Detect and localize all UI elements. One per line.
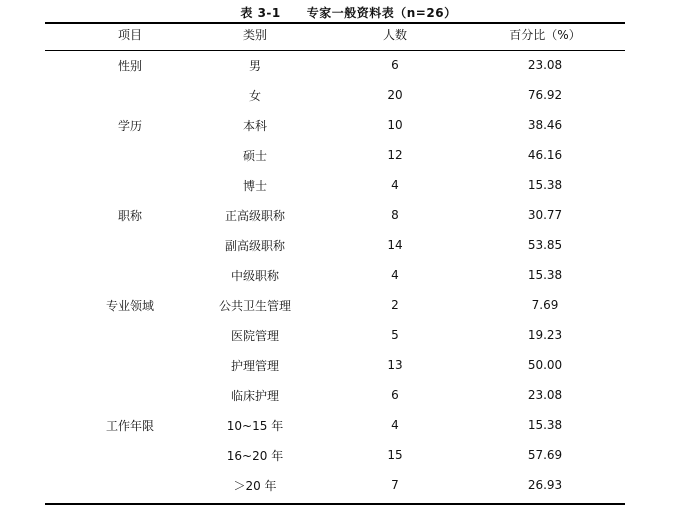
cell-category: 医院管理: [230, 328, 279, 343]
bottom-rule: [45, 503, 625, 505]
cell-category: 10~15 年: [226, 418, 284, 433]
header-item: 项目: [117, 27, 142, 42]
cell-item: 性别: [117, 58, 142, 73]
cell-item: [75, 140, 185, 170]
cell-percent: 30.77: [527, 208, 563, 222]
table-row: [45, 380, 625, 410]
cell-count: 2: [391, 298, 399, 312]
cell-count: 6: [391, 388, 399, 402]
cell-percent: 46.16: [527, 148, 563, 162]
cell-item: [75, 470, 185, 500]
cell-category: ＞20 年: [233, 478, 277, 493]
cell-category: 护理管理: [230, 358, 279, 373]
cell-percent: 23.08: [527, 388, 563, 402]
cell-item: [75, 320, 185, 350]
cell-category: 女: [248, 88, 261, 103]
table-row: [45, 200, 625, 230]
cell-percent: 19.23: [527, 328, 563, 342]
cell-percent: 76.92: [527, 88, 563, 102]
table-number: 表 3-1: [240, 6, 281, 20]
cell-percent: 15.38: [527, 268, 563, 282]
cell-item: [75, 380, 185, 410]
cell-count: 15: [387, 448, 403, 462]
cell-item: [75, 170, 185, 200]
cell-count: 14: [387, 238, 403, 252]
table-row: [45, 320, 625, 350]
cell-percent: 15.38: [527, 178, 563, 192]
table-title: 专家一般资料表（n=26）: [306, 6, 457, 20]
cell-item: [75, 350, 185, 380]
table-row: [45, 440, 625, 470]
cell-item: 学历: [117, 118, 142, 133]
cell-category: 中级职称: [230, 268, 279, 283]
table-header: [45, 22, 625, 46]
cell-category: 博士: [242, 178, 267, 193]
table-row: [45, 110, 625, 140]
table-row: [45, 230, 625, 260]
table-row: [45, 80, 625, 110]
cell-percent: 15.38: [527, 418, 563, 432]
cell-count: 4: [391, 268, 399, 282]
table-row: [45, 410, 625, 440]
cell-item: [75, 230, 185, 260]
cell-count: 6: [391, 58, 399, 72]
header-category: 类别: [242, 27, 267, 42]
cell-category: 男: [248, 58, 261, 73]
header-percent: 百分比（%）: [509, 27, 581, 42]
cell-item: [75, 260, 185, 290]
cell-count: 12: [387, 148, 403, 162]
cell-category: 公共卫生管理: [218, 298, 291, 313]
cell-count: 4: [391, 418, 399, 432]
cell-count: 7: [391, 478, 399, 492]
cell-item: [75, 440, 185, 470]
cell-percent: 7.69: [531, 298, 559, 312]
cell-percent: 23.08: [527, 58, 563, 72]
cell-percent: 57.69: [527, 448, 563, 462]
cell-count: 8: [391, 208, 399, 222]
cell-count: 13: [387, 358, 403, 372]
cell-percent: 50.00: [527, 358, 563, 372]
cell-item: 职称: [117, 208, 142, 223]
table-row: [45, 350, 625, 380]
table-row: [45, 470, 625, 500]
cell-category: 16~20 年: [226, 448, 284, 463]
cell-category: 本科: [242, 118, 267, 133]
table-row: [45, 50, 625, 80]
cell-item: 专业领域: [105, 298, 154, 313]
header-count: 人数: [382, 27, 407, 42]
cell-percent: 38.46: [527, 118, 563, 132]
cell-category: 正高级职称: [224, 208, 285, 223]
table-row: [45, 290, 625, 320]
table-row: [45, 170, 625, 200]
table-caption: [0, 4, 697, 21]
cell-item: 工作年限: [105, 418, 154, 433]
cell-count: 20: [387, 88, 403, 102]
cell-category: 硕士: [242, 148, 267, 163]
table-row: [45, 260, 625, 290]
cell-item: [75, 80, 185, 110]
cell-count: 10: [387, 118, 403, 132]
table-row: [45, 140, 625, 170]
cell-count: 5: [391, 328, 399, 342]
cell-category: 临床护理: [230, 388, 279, 403]
cell-count: 4: [391, 178, 399, 192]
cell-percent: 26.93: [527, 478, 563, 492]
cell-category: 副高级职称: [224, 238, 285, 253]
cell-percent: 53.85: [527, 238, 563, 252]
